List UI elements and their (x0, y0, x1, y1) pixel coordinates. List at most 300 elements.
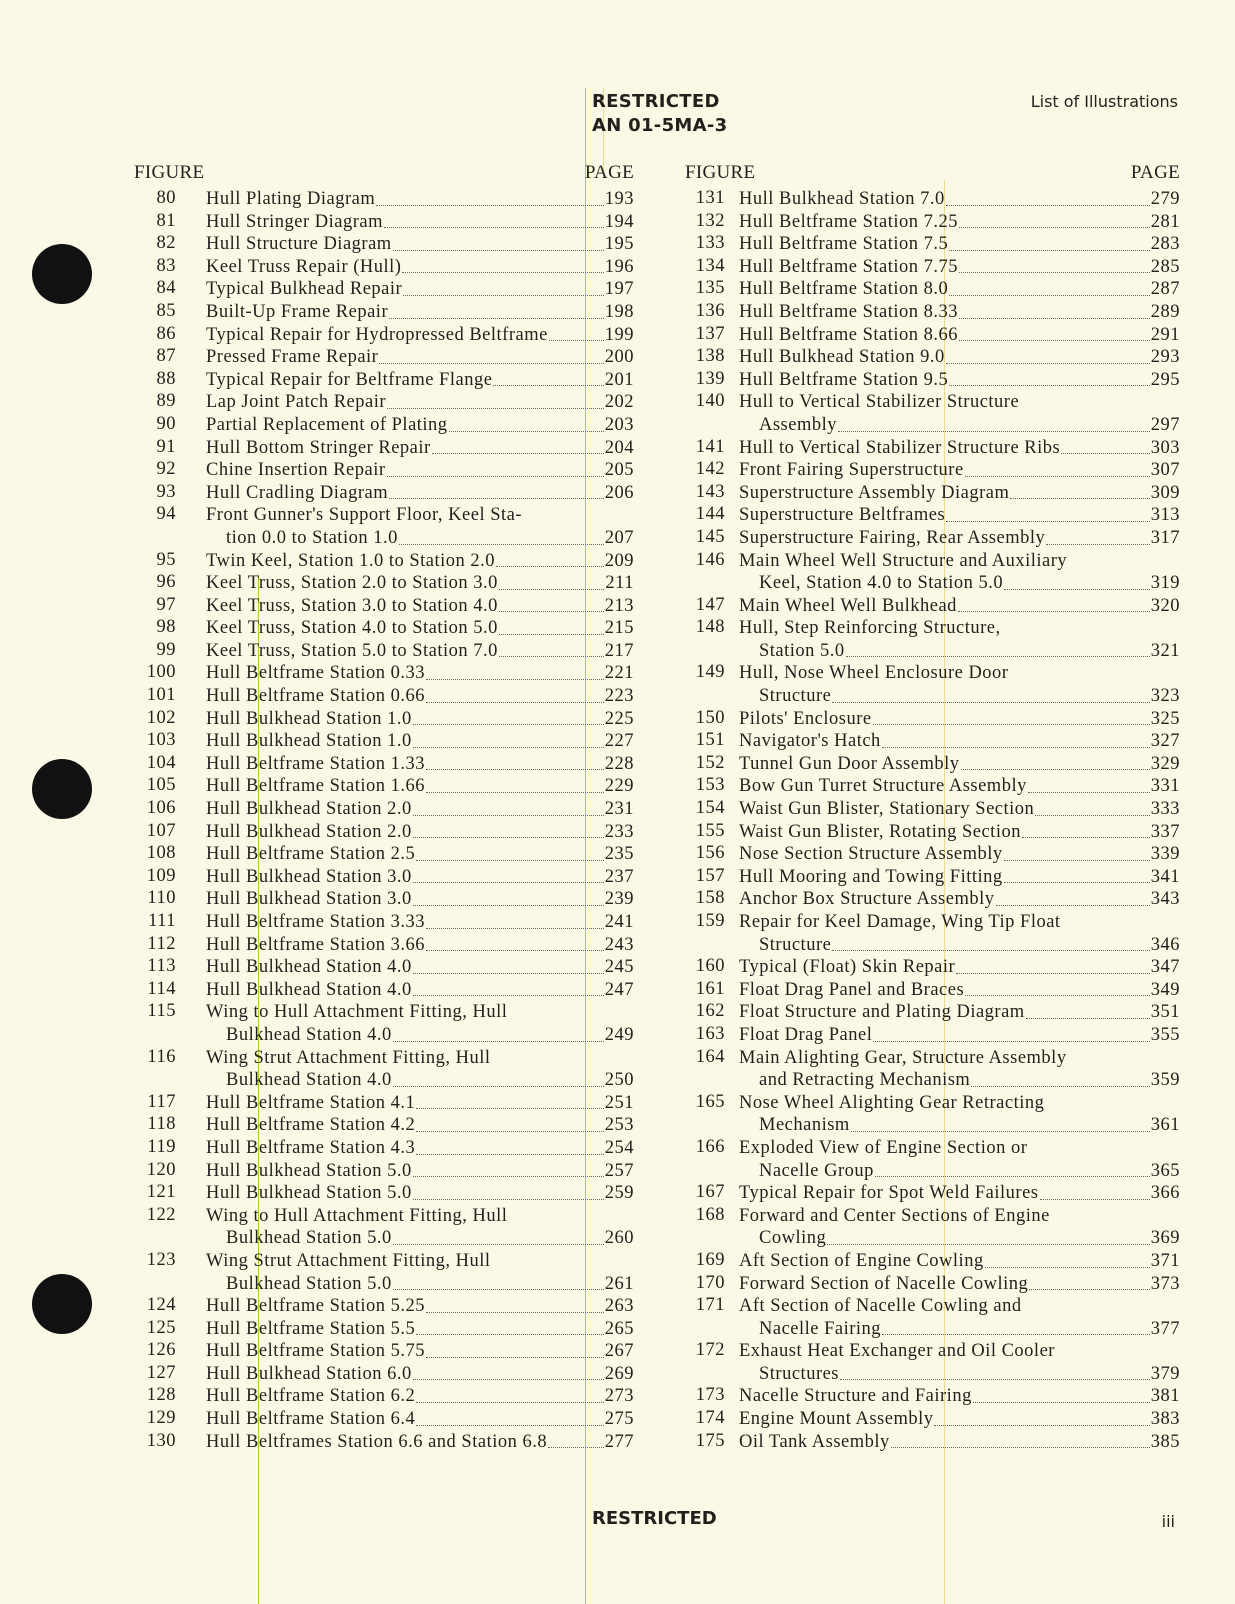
figure-number: 139 (695, 368, 725, 389)
list-item (134, 1295, 634, 1318)
figure-number: 162 (695, 1001, 725, 1022)
figure-number: 143 (695, 481, 725, 502)
page-ref: 349 (1150, 979, 1180, 1000)
list-item (134, 888, 634, 911)
dot-leader (971, 1086, 1149, 1087)
figure-number: 123 (146, 1249, 176, 1270)
figure-number: 83 (156, 255, 176, 276)
figure-title: Hull to Vertical Stabilizer Structure Ribs (739, 437, 1061, 458)
figure-title: Hull Beltframe Station 7.75 (739, 256, 959, 277)
dot-leader (1004, 589, 1150, 590)
figure-number: 109 (146, 865, 176, 886)
footer-classification: RESTRICTED (592, 1508, 717, 1529)
page-ref: 307 (1150, 460, 1180, 481)
figure-title: Hull Beltframe Station 5.75 (206, 1341, 426, 1362)
dot-leader (413, 1199, 604, 1200)
figure-number: 167 (695, 1182, 725, 1203)
figure-title: Hull Bulkhead Station 4.0 (206, 957, 412, 978)
figure-title: Keel Truss, Station 5.0 to Station 7.0 (206, 640, 498, 661)
figure-title: Cowling (759, 1228, 827, 1249)
list-item (685, 753, 1180, 776)
page-ref: 253 (604, 1115, 634, 1136)
dot-leader (875, 1176, 1150, 1177)
dot-leader (956, 973, 1150, 974)
page-ref: 194 (604, 211, 634, 232)
list-item (685, 979, 1180, 1002)
page-ref: 263 (604, 1296, 634, 1317)
list-item (685, 211, 1180, 234)
list-item (685, 911, 1180, 956)
figure-number: 105 (146, 775, 176, 796)
dot-leader (499, 634, 604, 635)
figure-number: 150 (695, 707, 725, 728)
figure-title: Keel Truss, Station 4.0 to Station 5.0 (206, 618, 498, 639)
list-item (685, 504, 1180, 527)
figure-title: Float Structure and Plating Diagram (739, 1002, 1025, 1023)
page-ref: 313 (1150, 505, 1180, 526)
dot-leader (416, 1131, 603, 1132)
dot-leader (449, 431, 604, 432)
figure-number: 152 (695, 752, 725, 773)
list-item (685, 798, 1180, 821)
figure-title: Main Alighting Gear, Structure Assembly (739, 1047, 1067, 1068)
figure-title: Hull Cradling Diagram (206, 482, 389, 503)
dot-leader (949, 295, 1149, 296)
page-ref: 351 (1150, 1002, 1180, 1023)
figure-title: Hull Bulkhead Station 3.0 (206, 889, 412, 910)
figure-title: Hull Beltframe Station 9.5 (739, 369, 949, 390)
page-ref: 265 (604, 1318, 634, 1339)
figure-number: 82 (156, 233, 176, 254)
figure-title: Tunnel Gun Door Assembly (739, 753, 960, 774)
page-ref: 355 (1150, 1024, 1180, 1045)
dot-leader (1022, 837, 1150, 838)
figure-title: Float Drag Panel and Braces (739, 979, 965, 1000)
dot-leader (413, 1176, 604, 1177)
figure-number: 164 (695, 1046, 725, 1067)
page-ref: 323 (1150, 686, 1180, 707)
figure-number: 111 (148, 911, 176, 931)
page-ref: 339 (1150, 844, 1180, 865)
figure-number: 100 (146, 662, 176, 683)
list-item (134, 1160, 634, 1183)
dot-leader (426, 702, 604, 703)
dot-leader (949, 385, 1149, 386)
figure-title: Hull Plating Diagram (206, 189, 376, 209)
page-ref: 195 (604, 234, 634, 255)
page-ref: 317 (1150, 527, 1180, 548)
figure-title: Keel Truss, Station 2.0 to Station 3.0 (206, 573, 498, 594)
dot-leader (493, 385, 603, 386)
page-ref: 283 (1150, 234, 1180, 255)
page-ref: 337 (1150, 821, 1180, 842)
list-item (134, 346, 634, 369)
dot-leader (1026, 1018, 1150, 1019)
figure-number: 154 (695, 798, 725, 819)
page-ref: 269 (604, 1363, 634, 1384)
figure-title: Structure (759, 686, 832, 707)
figure-title: Exploded View of Engine Section or (739, 1137, 1028, 1158)
figure-number: 104 (146, 752, 176, 773)
page-ref: 247 (604, 979, 634, 1000)
dot-leader (416, 1154, 603, 1155)
figure-number: 170 (695, 1272, 725, 1293)
page-ref: 193 (604, 189, 634, 209)
figure-number: 107 (146, 820, 176, 841)
dot-leader (426, 1312, 604, 1313)
dot-leader (426, 1357, 604, 1358)
dot-leader (426, 679, 604, 680)
figure-title: Hull to Vertical Stabilizer Structure (739, 392, 1020, 413)
page-ref: 275 (604, 1409, 634, 1430)
page-ref: 204 (604, 437, 634, 458)
page-ref: 237 (604, 866, 634, 887)
figure-number: 92 (156, 459, 176, 480)
page-ref: 287 (1150, 279, 1180, 300)
dot-leader (985, 1267, 1150, 1268)
figure-title: Bulkhead Station 4.0 (226, 1024, 392, 1045)
dot-leader (413, 724, 604, 725)
page-ref: 228 (604, 753, 634, 774)
figure-title: Hull Bottom Stringer Repair (206, 437, 431, 458)
figure-number: 85 (156, 300, 176, 321)
list-item (134, 1408, 634, 1431)
figure-title: Hull Beltframe Station 5.5 (206, 1318, 416, 1339)
figure-number: 112 (147, 933, 176, 954)
page-ref: 199 (604, 324, 634, 345)
page-ref: 213 (604, 595, 634, 616)
list-item (134, 1340, 634, 1363)
figure-title: Hull Beltframe Station 4.2 (206, 1115, 416, 1136)
page-ref: 365 (1150, 1160, 1180, 1181)
dot-leader (840, 1379, 1150, 1380)
list-item (134, 1047, 634, 1092)
list-item (685, 595, 1180, 618)
figure-title: Forward and Center Sections of Engine (739, 1205, 1050, 1226)
dot-leader (413, 1379, 604, 1380)
list-item (134, 753, 634, 776)
figure-title: Nacelle Fairing (759, 1318, 882, 1339)
list-item (134, 572, 634, 595)
figure-title: Partial Replacement of Plating (206, 414, 448, 435)
figure-title: Structure (759, 934, 832, 955)
figure-number: 126 (146, 1340, 176, 1361)
figure-title: Forward Section of Nacelle Cowling (739, 1273, 1029, 1294)
figure-title: Hull Beltframe Station 0.33 (206, 663, 426, 684)
figure-number: 115 (147, 1001, 176, 1022)
dot-leader (413, 973, 604, 974)
dot-leader (1035, 815, 1149, 816)
figure-title: Station 5.0 (759, 640, 845, 661)
page-ref: 201 (604, 369, 634, 390)
list-item (685, 1431, 1180, 1454)
figure-title: Keel Truss, Station 3.0 to Station 4.0 (206, 595, 498, 616)
list-item (134, 1137, 634, 1160)
list-item (134, 301, 634, 324)
page-ref: 289 (1150, 301, 1180, 322)
dot-leader (402, 272, 603, 273)
figure-title: Nacelle Structure and Fairing (739, 1386, 972, 1407)
figure-number: 163 (695, 1023, 725, 1044)
dot-leader (549, 340, 604, 341)
page-ref: 325 (1150, 708, 1180, 729)
figure-title: and Retracting Mechanism (759, 1070, 971, 1091)
figure-title: Bow Gun Turret Structure Assembly (739, 776, 1027, 797)
page-ref: 245 (604, 957, 634, 978)
dot-leader (426, 769, 604, 770)
list-item (134, 1363, 634, 1386)
figure-title: Typical Repair for Spot Weld Failures (739, 1183, 1039, 1204)
dot-leader (426, 792, 604, 793)
dot-leader (832, 702, 1149, 703)
page-ref: 366 (1150, 1183, 1180, 1204)
page-ref: 333 (1150, 799, 1180, 820)
list-item (685, 730, 1180, 753)
page-ref: 207 (604, 527, 634, 548)
page-ref: 211 (605, 573, 634, 594)
figure-title: Oil Tank Assembly (739, 1431, 890, 1452)
figure-title: Hull Beltframe Station 4.1 (206, 1092, 416, 1113)
dot-leader (416, 1108, 603, 1109)
dot-leader (432, 453, 604, 454)
figure-title: Anchor Box Structure Assembly (739, 889, 995, 910)
list-item (685, 278, 1180, 301)
list-item (134, 1182, 634, 1205)
page-ref: 206 (604, 482, 634, 503)
list-item (685, 866, 1180, 889)
dot-leader (413, 837, 604, 838)
figure-title: Typical (Float) Skin Repair (739, 957, 956, 978)
figure-title: Hull Beltframes Station 6.6 and Station 6.8 (206, 1431, 548, 1452)
dot-leader (389, 318, 604, 319)
page-ref: 343 (1150, 889, 1180, 910)
figure-number: 91 (156, 436, 176, 457)
page-ref: 267 (604, 1341, 634, 1362)
list-item (685, 708, 1180, 731)
list-item (134, 504, 634, 549)
dot-leader (873, 1041, 1149, 1042)
list-item (685, 662, 1180, 707)
figure-number: 131 (695, 188, 725, 208)
figure-number: 98 (156, 617, 176, 638)
dot-leader (973, 1402, 1150, 1403)
list-item (685, 1137, 1180, 1182)
figure-number: 122 (146, 1204, 176, 1225)
document-header (592, 90, 727, 138)
figure-number: 120 (146, 1159, 176, 1180)
binder-punch-hole (32, 1274, 92, 1334)
figure-number: 132 (695, 210, 725, 231)
figure-title: Hull Structure Diagram (206, 234, 392, 255)
figure-number: 148 (695, 617, 725, 638)
dot-leader (846, 656, 1150, 657)
figure-number: 130 (146, 1430, 176, 1451)
page-ref: 377 (1150, 1318, 1180, 1339)
page-ref: 197 (604, 279, 634, 300)
dot-leader (851, 1131, 1150, 1132)
list-item (685, 1047, 1180, 1092)
dot-leader (413, 747, 604, 748)
dot-leader (413, 882, 604, 883)
list-item (134, 1205, 634, 1250)
dot-leader (996, 905, 1150, 906)
dot-leader (403, 295, 604, 296)
figure-title: Hull Beltframe Station 5.25 (206, 1296, 426, 1317)
list-item (134, 188, 634, 211)
list-item (685, 324, 1180, 347)
list-item (685, 550, 1180, 595)
figure-title: Built-Up Frame Repair (206, 301, 389, 322)
figure-title: Twin Keel, Station 1.0 to Station 2.0 (206, 550, 496, 571)
figure-number: 128 (146, 1385, 176, 1406)
list-item (134, 391, 634, 414)
figure-number: 118 (147, 1114, 176, 1135)
dot-leader (416, 860, 603, 861)
figure-title: Hull Bulkhead Station 1.0 (206, 731, 412, 752)
figure-title: Hull Bulkhead Station 2.0 (206, 799, 412, 820)
dot-leader (882, 747, 1150, 748)
page-ref: 261 (604, 1273, 634, 1294)
figure-number: 138 (695, 346, 725, 367)
figure-number: 84 (156, 278, 176, 299)
figure-title: Hull Bulkhead Station 5.0 (206, 1183, 412, 1204)
dot-leader (416, 1402, 603, 1403)
dot-leader (379, 363, 603, 364)
list-item (134, 595, 634, 618)
page-ref: 309 (1150, 482, 1180, 503)
page-ref: 215 (604, 618, 634, 639)
dot-leader (499, 656, 604, 657)
figure-title: Hull Beltframe Station 4.3 (206, 1137, 416, 1158)
page-ref: 227 (604, 731, 634, 752)
figure-title: Hull Beltframe Station 6.4 (206, 1409, 416, 1430)
list-item (134, 640, 634, 663)
dot-leader (1061, 453, 1150, 454)
page-ref: 209 (604, 550, 634, 571)
list-item (134, 1001, 634, 1046)
dot-leader (959, 340, 1150, 341)
dot-leader (946, 205, 1150, 206)
figure-number: 134 (695, 255, 725, 276)
figure-number: 168 (695, 1204, 725, 1225)
figure-number: 129 (146, 1408, 176, 1429)
list-item (134, 233, 634, 256)
list-item (134, 934, 634, 957)
page-ref: 291 (1150, 324, 1180, 345)
list-item (134, 324, 634, 347)
page-ref: 241 (604, 912, 634, 932)
dot-leader (1029, 1289, 1149, 1290)
figure-number: 157 (695, 865, 725, 886)
list-item (134, 798, 634, 821)
dot-leader (1028, 792, 1150, 793)
figure-number: 96 (156, 572, 176, 593)
figure-number: 141 (695, 436, 725, 457)
document-number: AN 01-5MA-3 (592, 115, 728, 136)
list-item (685, 1408, 1180, 1431)
page-ref: 277 (604, 1431, 634, 1452)
figure-title: Wing to Hull Attachment Fitting, Hull (206, 1002, 508, 1023)
dot-leader (376, 205, 603, 206)
figure-title: Hull Beltframe Station 2.5 (206, 844, 416, 865)
list-item (685, 188, 1180, 211)
figure-number: 87 (156, 346, 176, 367)
figure-title: Hull Beltframe Station 0.66 (206, 686, 426, 707)
list-item (685, 256, 1180, 279)
figure-title: Hull Beltframe Station 8.0 (739, 279, 949, 300)
figure-number: 146 (695, 549, 725, 570)
page-ref: 225 (604, 708, 634, 729)
figure-number: 125 (146, 1317, 176, 1338)
figure-number: 165 (695, 1091, 725, 1112)
page-column-label: PAGE (584, 162, 634, 183)
figure-title: Structures (759, 1363, 840, 1384)
dot-leader (934, 1425, 1149, 1426)
figure-title: Front Gunner's Support Floor, Keel Sta- (206, 505, 523, 526)
figure-title: Aft Section of Nacelle Cowling and (739, 1296, 1022, 1317)
figure-number: 136 (695, 300, 725, 321)
page-ref: 279 (1150, 189, 1180, 209)
list-item (685, 301, 1180, 324)
figure-title: Hull Beltframe Station 1.66 (206, 776, 426, 797)
page-ref: 329 (1150, 753, 1180, 774)
figure-number: 117 (147, 1091, 176, 1112)
figure-title: Superstructure Fairing, Rear Assembly (739, 527, 1046, 548)
dot-leader (832, 950, 1149, 951)
figure-number: 113 (147, 956, 176, 977)
list-item (134, 843, 634, 866)
list-item (134, 256, 634, 279)
dot-leader (1004, 882, 1150, 883)
classification-label: RESTRICTED (592, 91, 720, 112)
page-ref: 321 (1150, 640, 1180, 661)
page-ref: 257 (604, 1160, 634, 1181)
figure-title: Hull Stringer Diagram (206, 211, 383, 232)
list-item (685, 346, 1180, 369)
dot-leader (1004, 860, 1150, 861)
figure-number: 171 (695, 1295, 725, 1316)
section-title: List of Illustrations (1030, 92, 1178, 111)
list-item (685, 369, 1180, 392)
figure-number: 158 (695, 888, 725, 909)
figure-title: Superstructure Assembly Diagram (739, 482, 1010, 503)
list-item (685, 459, 1180, 482)
dot-leader (946, 521, 1150, 522)
figure-title: Hull Bulkhead Station 7.0 (739, 189, 945, 209)
dot-leader (496, 566, 604, 567)
figure-number: 172 (695, 1340, 725, 1361)
figure-number: 99 (156, 639, 176, 660)
list-item (134, 1318, 634, 1341)
page-ref: 251 (604, 1092, 634, 1113)
page-ref: 319 (1150, 573, 1180, 594)
figure-number: 140 (695, 391, 725, 412)
dot-leader (393, 1244, 604, 1245)
page-ref: 254 (604, 1137, 634, 1158)
list-item (134, 1092, 634, 1115)
dot-leader (416, 1425, 603, 1426)
page-ref: 198 (604, 301, 634, 322)
list-item (685, 843, 1180, 866)
dot-leader (873, 724, 1150, 725)
list-item (685, 391, 1180, 436)
figure-number: 142 (695, 459, 725, 480)
figure-number: 166 (695, 1136, 725, 1157)
list-item (685, 1250, 1180, 1273)
figure-title: Navigator's Hatch (739, 731, 881, 752)
figure-number: 137 (695, 323, 725, 344)
figure-title: Hull Beltframe Station 7.25 (739, 211, 959, 232)
